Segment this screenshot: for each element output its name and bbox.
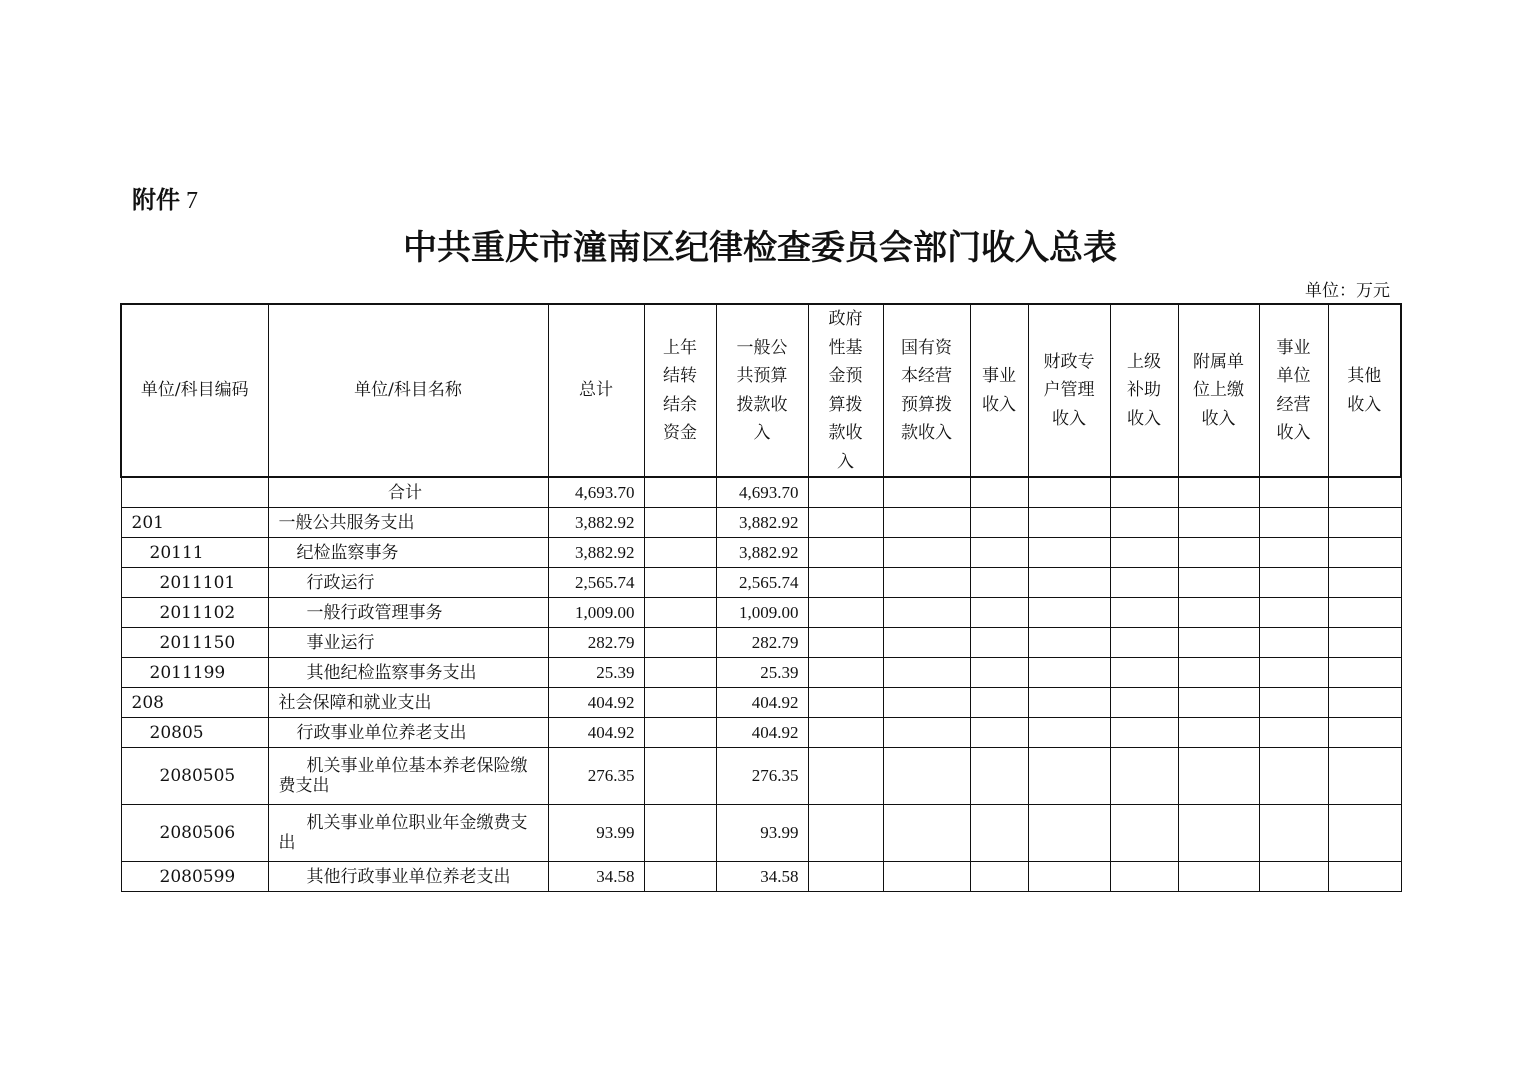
row-total: 2,565.74 [548,568,644,598]
attachment-number: 7 [186,188,198,214]
row-total: 276.35 [548,748,644,805]
header-other-income: 其他收入 [1328,304,1401,477]
header-operating-income: 事业单位经营收入 [1259,304,1328,477]
row-total: 34.58 [548,862,644,892]
table-row [121,862,1401,892]
row-name: 事业运行 [268,628,548,658]
row-general-budget: 3,882.92 [716,508,808,538]
header-gov-fund: 政府性基金预算拨款收入 [808,304,883,477]
row-name: 一般公共服务支出 [268,508,548,538]
header-carryover: 上年结转结余资金 [644,304,716,477]
row-general-budget: 282.79 [716,628,808,658]
table-header-row [121,304,1401,477]
table-row [121,628,1401,658]
row-name: 行政运行 [268,568,548,598]
row-code: 2080506 [121,805,268,862]
table-row [121,598,1401,628]
row-code: 2080505 [121,748,268,805]
table-row [121,805,1401,862]
attachment-label [132,180,207,215]
row-general-budget: 4,693.70 [716,477,808,508]
row-general-budget: 404.92 [716,718,808,748]
row-name: 机关事业单位职业年金缴费支出 [268,805,548,862]
header-business-income: 事业收入 [970,304,1028,477]
row-name: 其他纪检监察事务支出 [268,658,548,688]
header-superior-subsidy: 上级补助收入 [1110,304,1178,477]
row-name: 纪检监察事务 [268,538,548,568]
row-name: 机关事业单位基本养老保险缴费支出 [268,748,548,805]
header-general-budget: 一般公共预算拨款收入 [716,304,808,477]
row-total: 3,882.92 [548,508,644,538]
table-row [121,477,1401,508]
row-total: 282.79 [548,628,644,658]
table-row [121,748,1401,805]
row-general-budget: 34.58 [716,862,808,892]
header-code: 单位/科目编码 [121,304,268,477]
row-code: 2011150 [121,628,268,658]
row-general-budget: 404.92 [716,688,808,718]
table-row [121,508,1401,538]
table-row [121,658,1401,688]
row-name: 其他行政事业单位养老支出 [268,862,548,892]
row-total: 25.39 [548,658,644,688]
row-code: 20805 [121,718,268,748]
header-affiliated-units: 附属单位上缴收入 [1178,304,1259,477]
row-code: 2080599 [121,862,268,892]
row-total: 3,882.92 [548,538,644,568]
table-row [121,538,1401,568]
row-name: 一般行政管理事务 [268,598,548,628]
table-row [121,688,1401,718]
row-code: 2011101 [121,568,268,598]
row-total: 1,009.00 [548,598,644,628]
row-code: 201 [121,508,268,538]
page-title: 中共重庆市潼南区纪律检查委员会部门收入总表 [403,228,1117,268]
header-state-capital: 国有资本经营预算拨款收入 [883,304,970,477]
table-row [121,568,1401,598]
row-total: 404.92 [548,688,644,718]
row-name: 合计 [268,477,548,508]
row-general-budget: 276.35 [716,748,808,805]
header-special-account: 财政专户管理收入 [1028,304,1110,477]
attachment-text: 附件 [132,185,180,214]
row-name: 社会保障和就业支出 [268,688,548,718]
row-general-budget: 2,565.74 [716,568,808,598]
row-general-budget: 25.39 [716,658,808,688]
header-name: 单位/科目名称 [268,304,548,477]
row-total: 4,693.70 [548,477,644,508]
unit-label: 单位：万元 [1305,281,1390,301]
header-total: 总计 [548,304,644,477]
row-code: 20111 [121,538,268,568]
table-row [121,718,1401,748]
row-code: 2011102 [121,598,268,628]
row-total: 93.99 [548,805,644,862]
row-general-budget: 3,882.92 [716,538,808,568]
row-general-budget: 1,009.00 [716,598,808,628]
row-total: 404.92 [548,718,644,748]
row-name: 行政事业单位养老支出 [268,718,548,748]
row-code [121,477,268,508]
row-code: 2011199 [121,658,268,688]
income-summary-table [120,303,1402,892]
row-code: 208 [121,688,268,718]
row-general-budget: 93.99 [716,805,808,862]
